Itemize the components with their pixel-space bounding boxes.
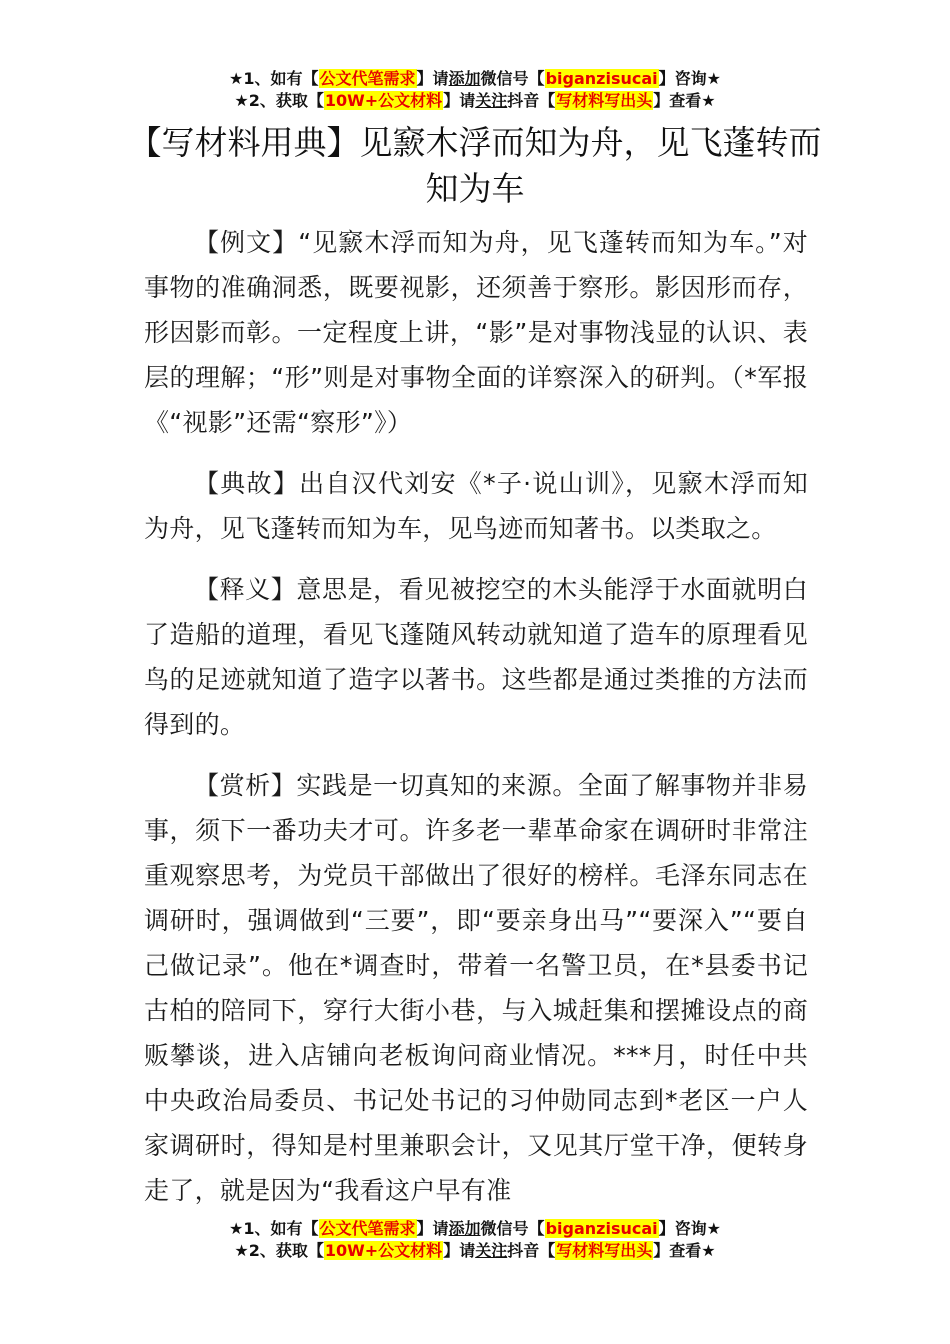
notice-text: 抖音【 bbox=[507, 1241, 556, 1260]
paragraph-appreciation: 【赏析】实践是一切真知的来源。全面了解事物并非易事，须下一番功夫才可。许多老一辈革命家在调研时非常注重观察思考，为党员干部做出了很好的榜样。毛泽东同志在调研时，强调做到“三要”，即“要亲身出马”“要深入”“要自己做记录”。他在*调查时，带着一名警卫员，在*县委书记古柏的陪同下，穿行大街小巷，与入城赶集和摆摊设点的商贩攀谈，进入店铺向老板询问商业情况。***月，时任中共中央政治局委员、书记处书记的习仲勋同志到*老区一户人家调研时，得知是村里兼职会计，又见其厅堂干净，便转身走了，就是因为“我看这户早有准 bbox=[144, 771, 808, 1205]
notice-text: 】请 bbox=[443, 91, 476, 110]
notice-text: 】咨询★ bbox=[658, 69, 721, 88]
notice-text: 微信号【 bbox=[480, 1219, 545, 1238]
notice-line-1 bbox=[0, 1218, 950, 1240]
highlight-service: 公文代笔需求 bbox=[319, 1219, 416, 1238]
notice-text: 】请 bbox=[416, 69, 449, 88]
notice-underlined: 关注 bbox=[475, 1241, 508, 1260]
notice-underlined: 添加 bbox=[448, 69, 481, 88]
paragraph-allusion: 【典故】出自汉代刘安《*子·说山训》，见窾木浮而知为舟，见飞蓬转而知为车，见鸟迹而知著书。以类取之。 bbox=[144, 469, 808, 543]
highlight-materials: 10W+公文材料 bbox=[324, 91, 443, 110]
notice-text: 】咨询★ bbox=[658, 1219, 721, 1238]
notice-line-1 bbox=[0, 68, 950, 90]
notice-text: ★1、如有【 bbox=[229, 1219, 319, 1238]
highlight-materials: 10W+公文材料 bbox=[324, 1241, 443, 1260]
notice-line-2 bbox=[0, 90, 950, 112]
notice-underlined: 添加 bbox=[448, 1219, 481, 1238]
highlight-douyin: 写材料写出头 bbox=[556, 1241, 653, 1260]
highlight-service: 公文代笔需求 bbox=[319, 69, 416, 88]
highlight-douyin: 写材料写出头 bbox=[556, 91, 653, 110]
notice-text: 】查看★ bbox=[653, 1241, 716, 1260]
notice-text: 】请 bbox=[416, 1219, 449, 1238]
article-body bbox=[144, 220, 808, 1229]
notice-text: 抖音【 bbox=[507, 91, 556, 110]
page-title: 【写材料用典】见窾木浮而知为舟，见飞蓬转而知为车 bbox=[128, 123, 822, 208]
paragraph-meaning: 【释义】意思是，看见被挖空的木头能浮于水面就明白了造船的道理，看见飞蓬随风转动就知道了造车的原理看见鸟的足迹就知道了造字以著书。这些都是通过类推的方法而得到的。 bbox=[144, 575, 808, 739]
notice-text: ★1、如有【 bbox=[229, 69, 319, 88]
footer-notice bbox=[0, 1218, 950, 1262]
notice-text: ★2、获取【 bbox=[234, 1241, 324, 1260]
highlight-wechat-id: biganzisucai bbox=[545, 69, 658, 88]
notice-line-2 bbox=[0, 1240, 950, 1262]
notice-text: 】请 bbox=[443, 1241, 476, 1260]
header-notice bbox=[0, 68, 950, 112]
paragraph-example: 【例文】“见窾木浮而知为舟，见飞蓬转而知为车。”对事物的准确洞悉，既要视影，还须善于察形。影因形而存，形因影而彰。一定程度上讲，“影”是对事物浅显的认识、表层的理解；“形”则是对事物全面的详察深入的研判。（*军报《“视影”还需“察形”》） bbox=[144, 228, 808, 437]
notice-text: 微信号【 bbox=[480, 69, 545, 88]
highlight-wechat-id: biganzisucai bbox=[545, 1219, 658, 1238]
notice-underlined: 关注 bbox=[475, 91, 508, 110]
notice-text: ★2、获取【 bbox=[234, 91, 324, 110]
notice-text: 】查看★ bbox=[653, 91, 716, 110]
